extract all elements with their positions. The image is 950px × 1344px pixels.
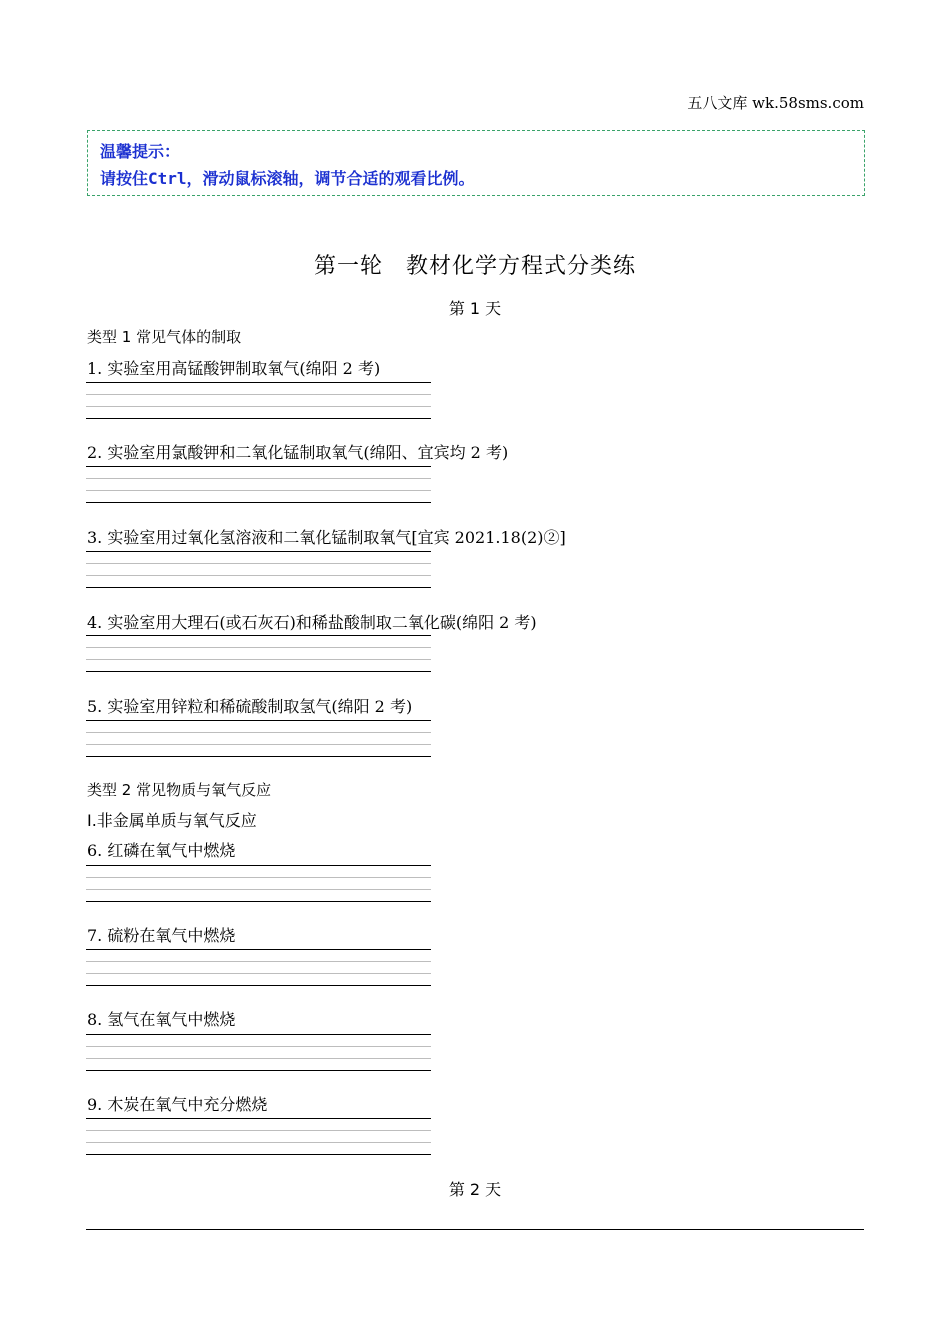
question-4: 4. 实验室用大理石(或石灰石)和稀盐酸制取二氧化碳(绵阳 2 考) [87, 613, 537, 632]
page-title: 第一轮 教材化学方程式分类练 [313, 254, 636, 279]
question-8: 8. 氢气在氧气中燃烧 [87, 1010, 236, 1029]
answer-guide-line [86, 732, 431, 733]
answer-guide-line [86, 490, 431, 491]
answer-line [86, 587, 431, 588]
section-2-sublabel: I.非金属单质与氧气反应 [87, 811, 257, 830]
section-1-label: 类型 1 常见气体的制取 [87, 328, 242, 346]
question-3: 3. 实验室用过氧化氢溶液和二氧化锰制取氧气[宜宾 2021.18(2)②] [87, 528, 566, 547]
answer-line [86, 756, 431, 757]
answer-line [86, 466, 431, 467]
answer-line [86, 901, 431, 902]
answer-line [86, 1154, 431, 1155]
answer-line [86, 949, 431, 950]
question-1: 1. 实验室用高锰酸钾制取氧气(绵阳 2 考) [87, 359, 381, 378]
answer-guide-line [86, 1142, 431, 1143]
answer-guide-line [86, 961, 431, 962]
answer-guide-line [86, 647, 431, 648]
answer-line [86, 502, 431, 503]
answer-line [86, 551, 431, 552]
answer-guide-line [86, 1130, 431, 1131]
tip-box [87, 130, 865, 196]
answer-line [86, 635, 431, 636]
tip-title: 温馨提示： [100, 142, 181, 161]
answer-guide-line [86, 973, 431, 974]
section-2-label: 类型 2 常见物质与氧气反应 [87, 781, 272, 799]
answer-guide-line [86, 877, 431, 878]
answer-guide-line [86, 889, 431, 890]
question-6: 6. 红磷在氧气中燃烧 [87, 841, 236, 860]
question-7: 7. 硫粉在氧气中燃烧 [87, 926, 236, 945]
answer-line [86, 865, 431, 866]
answer-line [86, 720, 431, 721]
footer-divider [86, 1229, 864, 1230]
answer-line [86, 1034, 431, 1035]
answer-guide-line [86, 478, 431, 479]
answer-guide-line [86, 575, 431, 576]
answer-guide-line [86, 659, 431, 660]
question-5: 5. 实验室用锌粒和稀硫酸制取氢气(绵阳 2 考) [87, 697, 413, 716]
answer-line [86, 418, 431, 419]
answer-line [86, 985, 431, 986]
tip-body: 请按住Ctrl，滑动鼠标滚轴，调节合适的观看比例。 [100, 169, 475, 188]
answer-line [86, 382, 431, 383]
answer-guide-line [86, 744, 431, 745]
answer-guide-line [86, 1046, 431, 1047]
day-1-label: 第 1 天 [448, 299, 502, 318]
question-2: 2. 实验室用氯酸钾和二氧化锰制取氧气(绵阳、宜宾均 2 考) [87, 443, 509, 462]
answer-guide-line [86, 563, 431, 564]
answer-guide-line [86, 394, 431, 395]
answer-guide-line [86, 406, 431, 407]
answer-line [86, 1118, 431, 1119]
answer-guide-line [86, 1058, 431, 1059]
site-watermark: 五八文库 wk.58sms.com [687, 94, 864, 112]
day-2-label: 第 2 天 [448, 1180, 502, 1199]
answer-line [86, 671, 431, 672]
question-9: 9. 木炭在氧气中充分燃烧 [87, 1095, 268, 1114]
answer-line [86, 1070, 431, 1071]
